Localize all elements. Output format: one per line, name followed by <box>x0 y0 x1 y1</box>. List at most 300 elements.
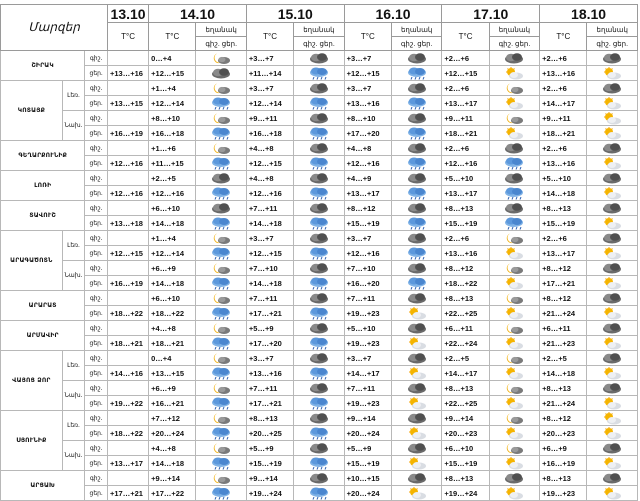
weather-cell <box>294 351 344 366</box>
day-night-label: գիշ. <box>85 471 108 486</box>
sun-cloud-icon <box>587 127 637 140</box>
temp-header: T°C <box>442 23 489 51</box>
temperature-cell: +20…+23 <box>442 426 489 441</box>
cloud-icon <box>490 52 539 65</box>
cloud-icon <box>587 232 637 245</box>
temperature-cell: +19…+22 <box>108 396 149 411</box>
temperature-cell: +2…+6 <box>442 81 489 96</box>
temperature-cell: +8…+12 <box>540 291 587 306</box>
temperature-cell: +1…+4 <box>149 81 196 96</box>
weather-cell <box>489 111 539 126</box>
weather-cell <box>196 201 246 216</box>
temperature-cell: +12…+14 <box>149 246 196 261</box>
moon-icon <box>490 232 539 245</box>
cloud-icon <box>294 112 343 125</box>
rain-icon <box>196 217 245 230</box>
moon-icon <box>196 352 245 365</box>
rain-icon <box>294 427 343 440</box>
weather-cell <box>587 441 638 456</box>
weather-cell <box>294 171 344 186</box>
sun-cloud-icon <box>490 337 539 350</box>
weather-cell <box>587 231 638 246</box>
temperature-cell: +6…+10 <box>442 441 489 456</box>
temperature-cell: +6…+10 <box>149 201 196 216</box>
weather-cell <box>489 51 539 66</box>
table-row <box>1 126 638 141</box>
weather-cell <box>196 306 246 321</box>
temperature-cell: +12…+16 <box>344 156 391 171</box>
temperature-cell: +18…+22 <box>108 306 149 321</box>
day-label: ցեր. <box>515 40 531 48</box>
cloud-icon <box>392 382 441 395</box>
temperature-cell: +7…+11 <box>344 291 391 306</box>
moon-icon <box>490 322 539 335</box>
temperature-cell <box>108 51 149 66</box>
region-name: ԱՐՑԱԽ <box>1 471 85 501</box>
subregion-label: Նախ. <box>62 441 85 471</box>
weather-cell <box>587 96 638 111</box>
temperature-cell: +14…+18 <box>246 216 293 231</box>
cloud-icon <box>392 322 441 335</box>
temperature-cell: +7…+11 <box>246 381 293 396</box>
weather-cell <box>489 306 539 321</box>
moon-icon <box>196 52 245 65</box>
temperature-cell: +18…+22 <box>442 276 489 291</box>
sun-cloud-icon <box>587 457 637 470</box>
region-name: ԼՈՌԻ <box>1 171 85 201</box>
temperature-cell: +2…+6 <box>442 51 489 66</box>
weather-cell <box>391 186 441 201</box>
table-row <box>1 396 638 411</box>
temperature-cell: +9…+11 <box>442 111 489 126</box>
weather-cell <box>587 156 638 171</box>
temperature-cell: +4…+8 <box>344 141 391 156</box>
cloud-icon <box>587 262 637 275</box>
temperature-cell: +21…+24 <box>540 396 587 411</box>
temperature-cell: +9…+14 <box>442 411 489 426</box>
table-row <box>1 441 638 456</box>
temperature-cell: +13…+16 <box>540 156 587 171</box>
cloud-icon <box>587 322 637 335</box>
day-night-label: ցեր. <box>85 96 108 111</box>
temperature-cell <box>108 261 149 276</box>
table-row <box>1 276 638 291</box>
temperature-cell: +13…+16 <box>442 246 489 261</box>
rain-icon <box>392 127 441 140</box>
weather-cell <box>587 336 638 351</box>
weather-cell <box>391 441 441 456</box>
cloud-icon <box>392 412 441 425</box>
temperature-cell: +3…+7 <box>246 81 293 96</box>
temperature-cell: +11…+14 <box>246 66 293 81</box>
sun-cloud-icon <box>392 307 441 320</box>
weather-cell <box>391 321 441 336</box>
day-night-label: ցեր. <box>85 426 108 441</box>
moon-icon <box>196 82 245 95</box>
weather-cell <box>196 351 246 366</box>
weather-subheader <box>391 37 441 51</box>
weather-cell <box>391 456 441 471</box>
temperature-cell: +16…+19 <box>540 456 587 471</box>
region-name: ԳԵՂԱՐՔՈՒՆԻՔ <box>1 141 85 171</box>
temperature-cell: +9…+14 <box>344 411 391 426</box>
temperature-cell: +1…+6 <box>149 141 196 156</box>
temperature-cell <box>108 381 149 396</box>
temperature-cell: +17…+21 <box>108 486 149 501</box>
temperature-cell <box>108 441 149 456</box>
temperature-cell: +12…+16 <box>442 156 489 171</box>
cloud-icon <box>392 472 441 485</box>
weather-cell <box>196 111 246 126</box>
weather-cell <box>489 291 539 306</box>
weather-header: եղանակ <box>294 23 344 37</box>
day-night-label: ցեր. <box>85 396 108 411</box>
temperature-cell: +6…+11 <box>442 321 489 336</box>
day-night-label: գիշ. <box>85 291 108 306</box>
temperature-cell: +14…+18 <box>540 366 587 381</box>
weather-cell <box>294 201 344 216</box>
temperature-cell: +14…+17 <box>442 366 489 381</box>
cloud-icon <box>392 142 441 155</box>
temperature-cell: +14…+18 <box>540 186 587 201</box>
moon-icon <box>490 412 539 425</box>
temperature-cell: +13…+15 <box>149 366 196 381</box>
day-night-label: գիշ. <box>85 381 108 396</box>
moon-icon <box>490 442 539 455</box>
weather-cell <box>196 216 246 231</box>
cloud-icon <box>587 472 637 485</box>
temperature-cell: +16…+19 <box>108 126 149 141</box>
weather-cell <box>391 141 441 156</box>
weather-cell <box>196 231 246 246</box>
temperature-cell: +18…+21 <box>149 336 196 351</box>
temperature-cell: +7…+11 <box>344 381 391 396</box>
day-night-label: ցեր. <box>85 156 108 171</box>
sun-cloud-icon <box>490 127 539 140</box>
moon-icon <box>490 82 539 95</box>
table-header <box>1 5 638 51</box>
temperature-cell: +9…+14 <box>246 471 293 486</box>
weather-cell <box>196 126 246 141</box>
weather-cell <box>294 381 344 396</box>
moon-icon <box>196 142 245 155</box>
table-row <box>1 231 638 246</box>
moon-icon <box>196 322 245 335</box>
weather-cell <box>391 231 441 246</box>
temperature-cell: +22…+25 <box>442 306 489 321</box>
weather-cell <box>489 156 539 171</box>
weather-cell <box>587 51 638 66</box>
weather-subheader <box>294 37 344 51</box>
day-night-label: գիշ. <box>85 171 108 186</box>
weather-cell <box>587 366 638 381</box>
temperature-cell: +2…+6 <box>540 81 587 96</box>
table-row <box>1 141 638 156</box>
day-night-label: գիշ. <box>85 81 108 96</box>
subregion-label: Նախ. <box>62 381 85 411</box>
temperature-cell: +2…+5 <box>540 351 587 366</box>
weather-cell <box>489 246 539 261</box>
weather-cell <box>294 336 344 351</box>
temperature-cell <box>108 291 149 306</box>
weather-cell <box>294 231 344 246</box>
weather-cell <box>294 291 344 306</box>
day-night-label: ցեր. <box>85 66 108 81</box>
date-header: 15.10 <box>246 5 344 23</box>
rain-icon <box>196 307 245 320</box>
rain-icon <box>196 427 245 440</box>
rain-icon <box>294 67 343 80</box>
day-night-label: ցեր. <box>85 276 108 291</box>
rain-icon <box>392 67 441 80</box>
rain-icon <box>196 457 245 470</box>
temperature-cell: +6…+9 <box>149 261 196 276</box>
cloud-icon <box>294 52 343 65</box>
rain-icon <box>294 337 343 350</box>
sun-cloud-icon <box>490 427 539 440</box>
weather-cell <box>587 81 638 96</box>
weather-cell <box>587 321 638 336</box>
temperature-cell: +22…+25 <box>442 396 489 411</box>
day-night-label: գիշ. <box>85 231 108 246</box>
weather-header: եղանակ <box>489 23 539 37</box>
table-row <box>1 351 638 366</box>
weather-cell <box>391 336 441 351</box>
temperature-cell: +19…+23 <box>344 396 391 411</box>
rain-icon <box>294 187 343 200</box>
cloud-icon <box>490 202 539 215</box>
subregion-label: Լեռ. <box>62 351 85 381</box>
rain-icon <box>196 337 245 350</box>
weather-cell <box>391 111 441 126</box>
temperature-cell: +7…+11 <box>246 201 293 216</box>
sun-cloud-icon <box>587 217 637 230</box>
moon-icon <box>196 412 245 425</box>
sun-cloud-icon <box>587 307 637 320</box>
temperature-cell: +19…+24 <box>246 486 293 501</box>
temperature-cell: +13…+16 <box>540 66 587 81</box>
day-night-label: ցեր. <box>85 336 108 351</box>
temperature-cell: +17…+21 <box>246 306 293 321</box>
table-row <box>1 186 638 201</box>
cloud-icon <box>294 142 343 155</box>
temperature-cell: +13…+16 <box>246 366 293 381</box>
temperature-cell: +15…+19 <box>344 456 391 471</box>
rain-icon <box>294 157 343 170</box>
weather-subheader <box>587 37 638 51</box>
weather-cell <box>391 81 441 96</box>
weather-cell <box>196 186 246 201</box>
temperature-cell: +19…+24 <box>442 486 489 501</box>
rain-icon <box>294 277 343 290</box>
temperature-cell: +19…+23 <box>540 486 587 501</box>
rain-icon <box>294 457 343 470</box>
moon-icon <box>490 262 539 275</box>
weather-cell <box>294 186 344 201</box>
subregion-label: Նախ. <box>62 261 85 291</box>
rain-icon <box>294 397 343 410</box>
weather-cell <box>196 471 246 486</box>
day-night-label: ցեր. <box>85 126 108 141</box>
temperature-cell: +8…+13 <box>442 381 489 396</box>
temperature-cell: +9…+11 <box>540 111 587 126</box>
weather-cell <box>489 96 539 111</box>
weather-cell <box>587 471 638 486</box>
rain-icon <box>294 97 343 110</box>
temperature-cell: +4…+8 <box>246 171 293 186</box>
day-night-label: գիշ. <box>85 141 108 156</box>
weather-cell <box>587 216 638 231</box>
rain-icon <box>294 367 343 380</box>
sun-cloud-icon <box>490 487 539 500</box>
weather-cell <box>587 351 638 366</box>
weather-subheader <box>196 37 246 51</box>
temperature-cell: +18…+21 <box>442 126 489 141</box>
day-night-label: ցեր. <box>85 186 108 201</box>
weather-cell <box>391 156 441 171</box>
day-night-label: ցեր. <box>85 306 108 321</box>
temperature-cell: +13…+16 <box>108 66 149 81</box>
temperature-cell: +18…+22 <box>149 306 196 321</box>
temperature-cell: +20…+24 <box>344 486 391 501</box>
cloud-icon <box>587 292 637 305</box>
weather-cell <box>391 171 441 186</box>
cloud-icon <box>392 202 441 215</box>
temperature-cell: +3…+7 <box>246 351 293 366</box>
temperature-cell: +20…+25 <box>246 426 293 441</box>
forecast-panel <box>0 4 638 498</box>
temp-header: T°C <box>344 23 391 51</box>
temperature-cell: +3…+7 <box>344 51 391 66</box>
cloud-icon <box>392 442 441 455</box>
cloud-icon <box>294 352 343 365</box>
temperature-cell: +12…+15 <box>246 156 293 171</box>
rain-icon <box>196 367 245 380</box>
rain-icon <box>490 157 539 170</box>
day-night-label: գիշ. <box>85 321 108 336</box>
cloud-icon <box>490 142 539 155</box>
table-row <box>1 486 638 501</box>
sun-cloud-icon <box>490 247 539 260</box>
weather-cell <box>391 426 441 441</box>
cloud-icon <box>294 292 343 305</box>
cloud-icon <box>587 352 637 365</box>
weather-cell <box>391 51 441 66</box>
temperature-cell: +15…+19 <box>442 456 489 471</box>
temperature-cell: +3…+7 <box>344 81 391 96</box>
weather-cell <box>196 441 246 456</box>
day-night-label: գիշ. <box>85 411 108 426</box>
moon-icon <box>196 382 245 395</box>
temperature-cell: +17…+20 <box>344 126 391 141</box>
temperature-cell: 0…+4 <box>149 51 196 66</box>
weather-cell <box>489 261 539 276</box>
cloud-icon <box>392 292 441 305</box>
weather-cell <box>489 231 539 246</box>
weather-cell <box>587 456 638 471</box>
table-row <box>1 321 638 336</box>
weather-cell <box>294 276 344 291</box>
table-row <box>1 216 638 231</box>
moon-icon <box>196 112 245 125</box>
temperature-cell: +15…+19 <box>246 456 293 471</box>
weather-cell <box>391 351 441 366</box>
rain-icon <box>196 247 245 260</box>
day-night-label: գիշ. <box>85 351 108 366</box>
temperature-cell <box>108 201 149 216</box>
rain-icon <box>392 157 441 170</box>
temperature-cell: +4…+8 <box>246 141 293 156</box>
rain-icon <box>196 157 245 170</box>
temperature-cell: +4…+9 <box>344 171 391 186</box>
weather-cell <box>196 261 246 276</box>
temperature-cell: +5…+10 <box>442 171 489 186</box>
cloud-icon <box>294 322 343 335</box>
temperature-cell: +7…+10 <box>246 261 293 276</box>
weather-cell <box>196 396 246 411</box>
cloud-icon <box>587 202 637 215</box>
cloud-icon <box>294 82 343 95</box>
weather-cell <box>587 246 638 261</box>
weather-cell <box>294 426 344 441</box>
weather-cell <box>587 306 638 321</box>
weather-cell <box>587 111 638 126</box>
weather-cell <box>391 471 441 486</box>
rain-icon <box>196 127 245 140</box>
temperature-cell: +3…+7 <box>246 51 293 66</box>
weather-header: եղանակ <box>587 23 638 37</box>
weather-cell <box>489 411 539 426</box>
weather-cell <box>294 366 344 381</box>
cloud-icon <box>587 442 637 455</box>
rain-icon <box>196 397 245 410</box>
temperature-cell <box>108 411 149 426</box>
date-header: 16.10 <box>344 5 442 23</box>
temperature-cell: +6…+9 <box>149 381 196 396</box>
temperature-cell: +18…+22 <box>108 426 149 441</box>
night-label: գիշ. <box>205 40 220 48</box>
sun-cloud-icon <box>490 97 539 110</box>
rain-icon <box>392 217 441 230</box>
temperature-cell: +8…+13 <box>246 411 293 426</box>
temperature-cell: +2…+6 <box>540 231 587 246</box>
sun-cloud-icon <box>490 397 539 410</box>
day-label: ցեր. <box>319 40 335 48</box>
sun-cloud-icon <box>587 277 637 290</box>
region-name: ՎԱՅՈՑ ՁՈՐ <box>1 351 63 411</box>
temperature-cell: +13…+16 <box>344 96 391 111</box>
sun-cloud-icon <box>587 427 637 440</box>
rain-icon <box>392 277 441 290</box>
sun-cloud-icon <box>490 277 539 290</box>
rain-icon <box>294 487 343 500</box>
day-night-label: գիշ. <box>85 441 108 456</box>
cloud-icon <box>392 172 441 185</box>
temperature-cell: +12…+16 <box>108 156 149 171</box>
temperature-cell: +14…+17 <box>540 96 587 111</box>
temperature-cell: +3…+7 <box>344 351 391 366</box>
table-row <box>1 81 638 96</box>
rain-icon <box>294 217 343 230</box>
table-row <box>1 336 638 351</box>
weather-cell <box>391 306 441 321</box>
weather-cell <box>294 246 344 261</box>
sun-cloud-icon <box>587 397 637 410</box>
subregion-label: Նախ. <box>62 111 85 141</box>
sun-cloud-icon <box>587 367 637 380</box>
weather-cell <box>489 471 539 486</box>
sun-cloud-icon <box>587 157 637 170</box>
